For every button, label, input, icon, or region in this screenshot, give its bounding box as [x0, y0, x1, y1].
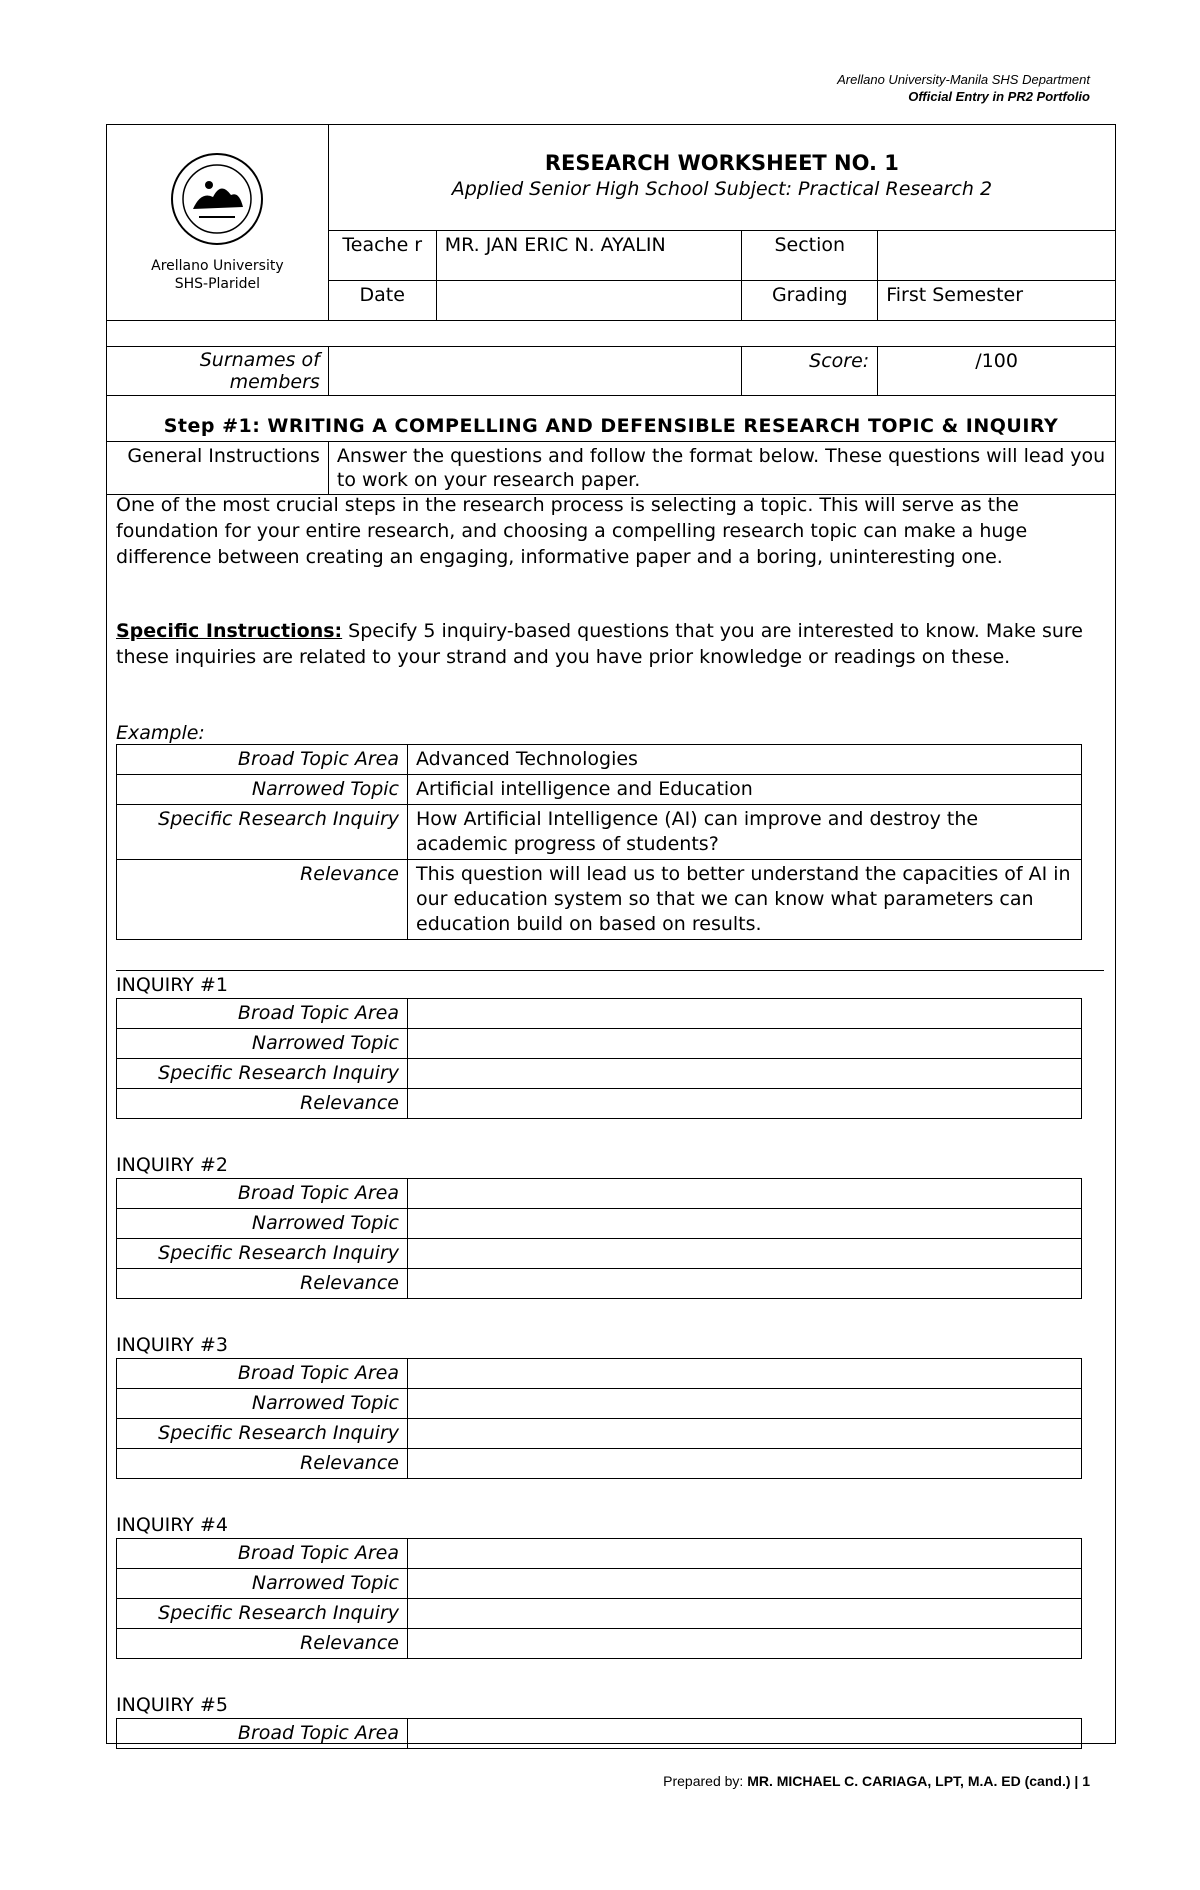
section-label: Section — [742, 231, 878, 281]
inquiry-3-table — [116, 1358, 1082, 1479]
general-instructions-table — [106, 441, 1116, 495]
inquiry-2-narrowed[interactable] — [408, 1209, 1082, 1239]
table-row — [117, 1029, 1082, 1059]
example-relevance-value: This question will lead us to better understand the capacities of AI in our education system so that we can know what parameters can education build on based on results. — [408, 860, 1082, 940]
inquiry-5-table — [116, 1718, 1082, 1749]
inquiry-4-broad[interactable] — [408, 1539, 1082, 1569]
inquiry-3-broad[interactable] — [408, 1359, 1082, 1389]
university-seal-icon — [169, 151, 265, 247]
table-row — [117, 775, 1082, 805]
field-relevance-label: Relevance — [117, 1089, 408, 1119]
inquiry-1-relevance[interactable] — [408, 1089, 1082, 1119]
table-row — [117, 860, 1082, 940]
table-row — [117, 1179, 1082, 1209]
table-row — [117, 1449, 1082, 1479]
field-relevance-label: Relevance — [117, 1449, 408, 1479]
prepared-by-label: Prepared by: — [663, 1773, 748, 1789]
general-instructions-label: General Instructions — [107, 442, 329, 495]
field-broad-label: Broad Topic Area — [117, 999, 408, 1029]
table-row — [117, 1629, 1082, 1659]
inquiry-4-specific[interactable] — [408, 1599, 1082, 1629]
field-narrowed-label: Narrowed Topic — [117, 1029, 408, 1059]
step-title: Step #1: WRITING A COMPELLING AND DEFENSIBLE RESEARCH TOPIC & INQUIRY — [163, 415, 1059, 437]
inquiry-2-specific[interactable] — [408, 1239, 1082, 1269]
table-row — [117, 1089, 1082, 1119]
inquiry-4-relevance[interactable] — [408, 1629, 1082, 1659]
date-value[interactable] — [436, 281, 742, 321]
inquiry-3-specific[interactable] — [408, 1419, 1082, 1449]
inquiry-2-broad[interactable] — [408, 1179, 1082, 1209]
inquiry-2-table — [116, 1178, 1082, 1299]
field-broad-label: Broad Topic Area — [117, 745, 408, 775]
worksheet-title: RESEARCH WORKSHEET NO. 1 — [544, 151, 899, 175]
field-broad-label: Broad Topic Area — [117, 1359, 408, 1389]
divider — [116, 970, 1104, 971]
section-value[interactable] — [878, 231, 1116, 281]
worksheet-header-table — [106, 124, 1116, 396]
prepared-by-name: MR. MICHAEL C. CARIAGA, LPT, M.A. ED (cand.) — [747, 1773, 1071, 1789]
title-cell — [328, 125, 1115, 231]
grading-label: Grading — [742, 281, 878, 321]
field-relevance-label: Relevance — [117, 1269, 408, 1299]
footer — [663, 1773, 1090, 1789]
school-logo-cell — [107, 125, 329, 321]
table-row — [117, 1539, 1082, 1569]
field-specific-label: Specific Research Inquiry — [117, 805, 408, 860]
inquiry-5-label: INQUIRY #5 — [116, 1694, 228, 1716]
grading-value: First Semester — [878, 281, 1116, 321]
inquiry-1-broad[interactable] — [408, 999, 1082, 1029]
inquiry-3-label: INQUIRY #3 — [116, 1334, 228, 1356]
example-broad-value: Advanced Technologies — [408, 745, 1082, 775]
field-narrowed-label: Narrowed Topic — [117, 775, 408, 805]
field-relevance-label: Relevance — [117, 1629, 408, 1659]
field-narrowed-label: Narrowed Topic — [117, 1209, 408, 1239]
date-label: Date — [328, 281, 436, 321]
inquiry-2-relevance[interactable] — [408, 1269, 1082, 1299]
inquiry-1-specific[interactable] — [408, 1059, 1082, 1089]
school-campus: SHS-Plaridel — [174, 276, 261, 292]
inquiry-4-narrowed[interactable] — [408, 1569, 1082, 1599]
table-row — [117, 805, 1082, 860]
inquiry-5-broad[interactable] — [408, 1719, 1082, 1749]
spacer-row — [107, 321, 1116, 347]
inquiry-4-table — [116, 1538, 1082, 1659]
field-specific-label: Specific Research Inquiry — [117, 1239, 408, 1269]
inquiry-2-label: INQUIRY #2 — [116, 1154, 228, 1176]
field-specific-label: Specific Research Inquiry — [117, 1419, 408, 1449]
table-row — [117, 1389, 1082, 1419]
table-row — [117, 1419, 1082, 1449]
intro-paragraph: One of the most crucial steps in the research process is selecting a topic. This will serve as the foundation for your entire research, and choosing a compelling research topic can make a huge difference between creating an engaging, informative paper and a boring, uninteresting one. — [116, 494, 1028, 568]
table-row — [117, 1059, 1082, 1089]
specific-instructions-label: Specific Instructions: — [116, 620, 343, 642]
inquiry-4-label: INQUIRY #4 — [116, 1514, 228, 1536]
inquiry-3-relevance[interactable] — [408, 1449, 1082, 1479]
school-name: Arellano University — [151, 258, 284, 274]
field-specific-label: Specific Research Inquiry — [117, 1599, 408, 1629]
field-broad-label: Broad Topic Area — [117, 1539, 408, 1569]
table-row — [117, 1359, 1082, 1389]
page-number: | 1 — [1070, 1773, 1090, 1789]
field-broad-label: Broad Topic Area — [117, 1719, 408, 1749]
inquiry-3-narrowed[interactable] — [408, 1389, 1082, 1419]
table-row — [117, 999, 1082, 1029]
inquiry-1-label: INQUIRY #1 — [116, 974, 228, 996]
inquiry-1-table — [116, 998, 1082, 1119]
header-department: Arellano University-Manila SHS Department — [837, 72, 1090, 87]
field-relevance-label: Relevance — [117, 860, 408, 940]
header-portfolio: Official Entry in PR2 Portfolio — [908, 89, 1090, 104]
table-row — [117, 1569, 1082, 1599]
table-row — [117, 1719, 1082, 1749]
field-specific-label: Specific Research Inquiry — [117, 1059, 408, 1089]
specific-instructions-text: Specify 5 inquiry-based questions that you are interested to know. Make sure these inquiries are related to your strand and you have prior knowledge or readings on these. — [116, 620, 1083, 668]
specific-instructions — [116, 618, 1106, 670]
score-label: Score: — [742, 347, 878, 396]
table-row — [117, 1239, 1082, 1269]
example-specific-value: How Artificial Intelligence (AI) can improve and destroy the academic progress of students? — [408, 805, 1082, 860]
inquiry-1-narrowed[interactable] — [408, 1029, 1082, 1059]
table-row — [117, 1269, 1082, 1299]
table-row — [117, 1599, 1082, 1629]
example-label: Example: — [116, 722, 205, 744]
teacher-value: MR. JAN ERIC N. AYALIN — [436, 231, 742, 281]
field-broad-label: Broad Topic Area — [117, 1179, 408, 1209]
surnames-label: Surnames of members — [107, 347, 329, 396]
teacher-label: Teache r — [328, 231, 436, 281]
worksheet-subtitle: Applied Senior High School Subject: Practical Research 2 — [451, 178, 993, 200]
table-row — [117, 745, 1082, 775]
example-narrowed-value: Artificial intelligence and Education — [408, 775, 1082, 805]
score-value: /100 — [878, 347, 1116, 396]
example-table — [116, 744, 1082, 940]
table-row — [117, 1209, 1082, 1239]
field-narrowed-label: Narrowed Topic — [117, 1389, 408, 1419]
general-instructions-text: Answer the questions and follow the format below. These questions will lead you to work on your research paper. — [328, 442, 1115, 495]
surnames-value[interactable] — [328, 347, 742, 396]
field-narrowed-label: Narrowed Topic — [117, 1569, 408, 1599]
